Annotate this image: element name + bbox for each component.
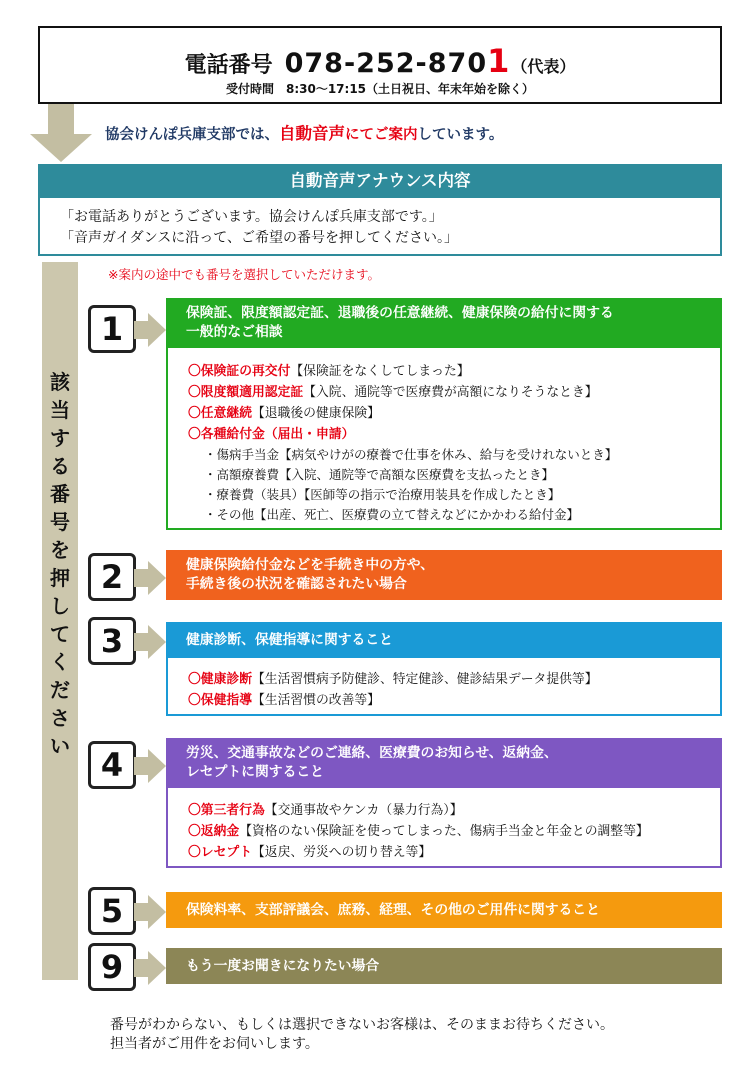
right-arrow-icon [134,561,166,595]
option-1-subitem: ・療養費（装具）【医師等の指示で治療用装具を作成したとき】 [204,487,561,502]
side-char: さ [50,706,70,730]
option-number-2: 2 [88,553,136,601]
side-char: し [50,594,70,618]
phone-box [38,26,722,104]
item-desc: 【生活習慣病予防健診、特定健診、健診結果データ提供等】 [251,672,598,687]
option-1-item [188,423,354,442]
option-3-item [188,689,380,708]
option-4-item [188,799,463,818]
footer-line-1: 番号がわからない、もしくは選択できないお客様は、そのままお待ちください。 [110,1017,614,1033]
option-1-subitem: ・傷病手当金【病気やけがの療養で仕事を休み、給与を受けれないとき】 [204,447,618,462]
item-key: 〇保険証の再交付 [188,364,291,379]
option-number-9: 9 [88,943,136,991]
item-desc: 【生活習慣の改善等】 [251,693,380,708]
selection-note: ※案内の途中でも番号を選択していただけます。 [108,267,380,282]
option-number-5: 5 [88,887,136,935]
phone-suffix: （代表） [511,57,576,76]
item-desc: 【退職後の健康保険】 [251,406,380,421]
side-vertical-text [42,368,78,760]
option-1-subitem: ・その他【出産、死亡、医療費の立て替えなどにかかわる給付金】 [204,507,580,522]
option-2-title-line2: 手続き後の状況を確認されたい場合 [186,576,407,592]
side-char: る [50,454,70,478]
side-char: い [50,734,70,758]
option-3-item [188,668,598,687]
announce-line-1: 「お電話ありがとうございます。協会けんぽ兵庫支部です。」 [60,209,443,225]
option-9-title-line1: もう一度お聞きになりたい場合 [186,958,380,974]
option-4-body [166,788,722,868]
option-1-item [188,360,470,379]
option-4-item [188,841,431,860]
phone-number: 078-252-870 [284,48,488,79]
option-3-body [166,658,722,716]
option-number-3: 3 [88,617,136,665]
option-number-1: 1 [88,305,136,353]
item-key: 〇返納金 [188,824,240,839]
side-char: だ [50,678,70,702]
side-char: す [50,426,70,450]
phone-line [40,42,720,80]
side-char: を [50,538,70,562]
option-1-title-line2: 一般的なご相談 [186,324,283,340]
intro-part4: しています。 [417,127,504,143]
option-5-title [166,892,722,928]
item-key: 〇各種給付金（届出・申請） [188,427,355,442]
footer-line-2: 担当者がご用件をお伺いします。 [110,1036,319,1052]
option-1-subitem: ・高額療養費【入院、通院等で高額な医療費を支払ったとき】 [204,467,555,482]
option-1-item [188,381,598,400]
intro-part1: 協会けんぽ兵庫支部では、 [105,127,279,143]
item-key: 〇レセプト [188,845,252,860]
side-char: 該 [50,370,70,394]
item-key: 〇第三者行為 [188,803,265,818]
right-arrow-icon [134,625,166,659]
side-char: 番 [50,482,70,506]
side-char: く [50,650,70,674]
side-char: 号 [50,510,70,534]
option-4-title-line2: レセプトに関すること [186,764,324,780]
reception-hours: 受付時間 8:30～17:15（土日祝日、年末年始を除く） [225,82,535,96]
item-key: 〇健康診断 [188,672,252,687]
item-key: 〇限度額適用認定証 [188,385,304,400]
option-9-title [166,948,722,984]
phone-number-last-digit: 1 [487,42,510,80]
right-arrow-icon [134,951,166,985]
right-arrow-icon [134,749,166,783]
option-1-item [188,402,380,421]
item-key: 〇任意継続 [188,406,252,421]
option-2-title [166,550,722,600]
option-3-title [166,622,722,658]
right-arrow-icon [134,313,166,347]
option-4-title [166,738,722,788]
item-key: 〇保健指導 [188,693,252,708]
option-4-title-line1: 労災、交通事故などのご連絡、医療費のお知らせ、返納金、 [186,745,558,761]
side-char: て [50,622,70,646]
option-number-4: 4 [88,741,136,789]
side-char: 押 [50,566,70,590]
item-desc: 【返戻、労災への切り替え等】 [251,845,432,860]
option-5-title-line1: 保険料率、支部評議会、庶務、経理、その他のご用件に関すること [186,902,600,918]
intro-part3: にてご案内 [345,127,418,143]
down-arrow-icon [30,104,92,162]
option-1-title-line1: 保険証、限度額認定証、退職後の任意継続、健康保険の給付に関する [186,305,614,321]
announce-body [38,198,722,256]
intro-part2: 自動音声 [279,124,345,143]
option-1-title [166,298,722,348]
right-arrow-icon [134,895,166,929]
item-desc: 【保険証をなくしてしまった】 [290,364,470,379]
announce-line-2: 「音声ガイダンスに沿って、ご希望の番号を押してください。」 [60,230,459,246]
item-desc: 【資格のない保険証を使ってしまった、傷病手当金と年金との調整等】 [239,824,649,839]
item-desc: 【交通事故やケンカ（暴力行為）】 [264,803,463,818]
option-1-body [166,348,722,530]
announce-title: 自動音声アナウンス内容 [38,164,722,198]
option-2-title-line1: 健康保険給付金などを手続き中の方や、 [186,557,435,573]
item-desc: 【入院、通院等で医療費が高額になりそうなとき】 [303,385,598,400]
side-char: 当 [50,398,70,422]
option-4-item [188,820,649,839]
intro-text [105,120,503,144]
option-3-title-line1: 健康診断、保健指導に関すること [186,632,393,648]
phone-label: 電話番号 [184,53,273,78]
